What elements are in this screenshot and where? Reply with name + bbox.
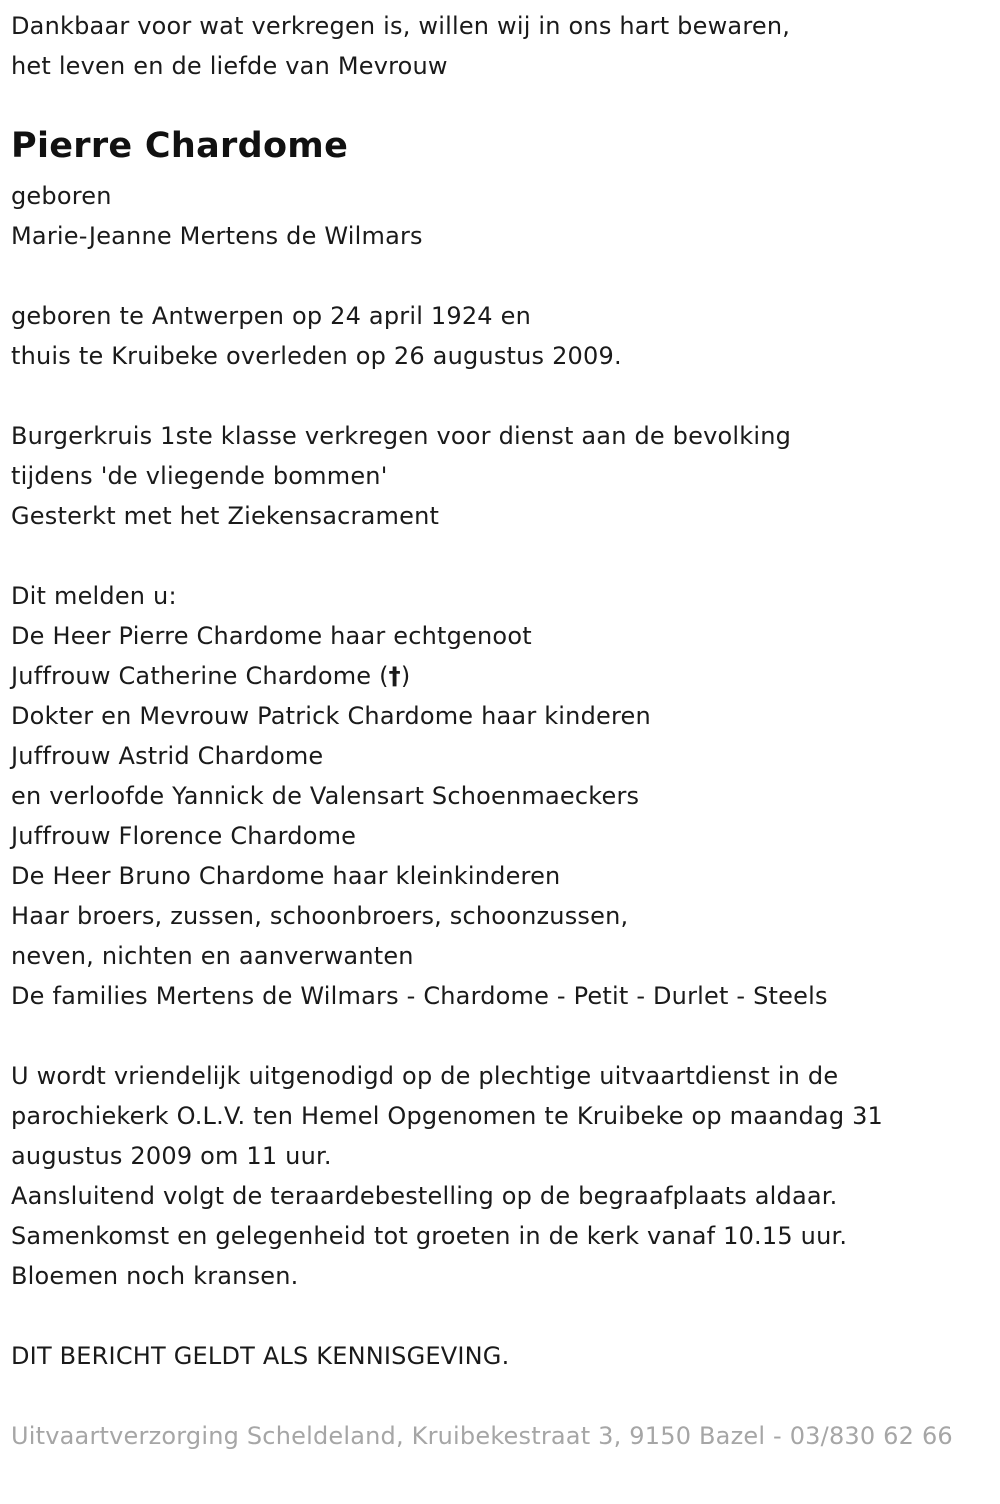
birth-line: geboren te Antwerpen op 24 april 1924 en [11, 302, 531, 330]
family-line-spouse: De Heer Pierre Chardome haar echtgenoot [11, 622, 532, 650]
sacrament-line: Gesterkt met het Ziekensacrament [11, 502, 440, 530]
honor-line-2: tijdens 'de vliegende bommen' [11, 462, 388, 490]
funeral-home-footer: Uitvaartverzorging Scheldeland, Kruibekestraat 3, 9150 Bazel - 03/830 62 66 [11, 1422, 953, 1450]
family-line-text: Juffrouw Catherine Chardome ( [11, 662, 389, 690]
family-line: Juffrouw Astrid Chardome [11, 742, 324, 770]
intro-line-1: Dankbaar voor wat verkregen is, willen wij in ons hart bewaren, [11, 12, 791, 40]
obituary-notice [11, 6, 991, 1456]
spacer [11, 376, 991, 416]
cross-icon: † [388, 662, 401, 690]
family-line-close: ) [400, 662, 411, 690]
spacer [11, 1016, 991, 1056]
family-line: en verloofde Yannick de Valensart Schoenmaeckers [11, 782, 640, 810]
spacer [11, 1296, 991, 1336]
service-burial: Aansluitend volgt de teraardebestelling op de begraafplaats aldaar. [11, 1182, 838, 1210]
family-line: Juffrouw Florence Chardome [11, 822, 357, 850]
death-line: thuis te Kruibeke overleden op 26 augustus 2009. [11, 342, 622, 370]
intro-line-2: het leven en de liefde van Mevrouw [11, 52, 448, 80]
notice-line: DIT BERICHT GELDT ALS KENNISGEVING. [11, 1342, 510, 1370]
family-heading: Dit melden u: [11, 582, 177, 610]
family-line-deceased-child [11, 656, 991, 696]
family-line: De Heer Bruno Chardome haar kleinkinderen [11, 862, 561, 890]
family-line: Haar broers, zussen, schoonbroers, schoonzussen, [11, 902, 629, 930]
service-gathering: Samenkomst en gelegenheid tot groeten in de kerk vanaf 10.15 uur. [11, 1222, 848, 1250]
maiden-name: Marie-Jeanne Mertens de Wilmars [11, 222, 423, 250]
spacer [11, 1376, 991, 1416]
family-line: De families Mertens de Wilmars - Chardome - Petit - Durlet - Steels [11, 982, 828, 1010]
deceased-name: Pierre Chardome [11, 126, 349, 166]
born-label: geboren [11, 182, 112, 210]
family-line: neven, nichten en aanverwanten [11, 942, 414, 970]
spacer [11, 256, 991, 296]
service-invitation: U wordt vriendelijk uitgenodigd op de plechtige uitvaartdienst in de parochiekerk O.L.V. ten Hemel Opgenomen te Kruibeke op maandag 31 augustus 2009 om 11 uur. [11, 1062, 884, 1170]
family-line: Dokter en Mevrouw Patrick Chardome haar kinderen [11, 702, 651, 730]
spacer [11, 536, 991, 576]
honor-line-1: Burgerkruis 1ste klasse verkregen voor dienst aan de bevolking [11, 422, 792, 450]
service-flowers: Bloemen noch kransen. [11, 1262, 299, 1290]
